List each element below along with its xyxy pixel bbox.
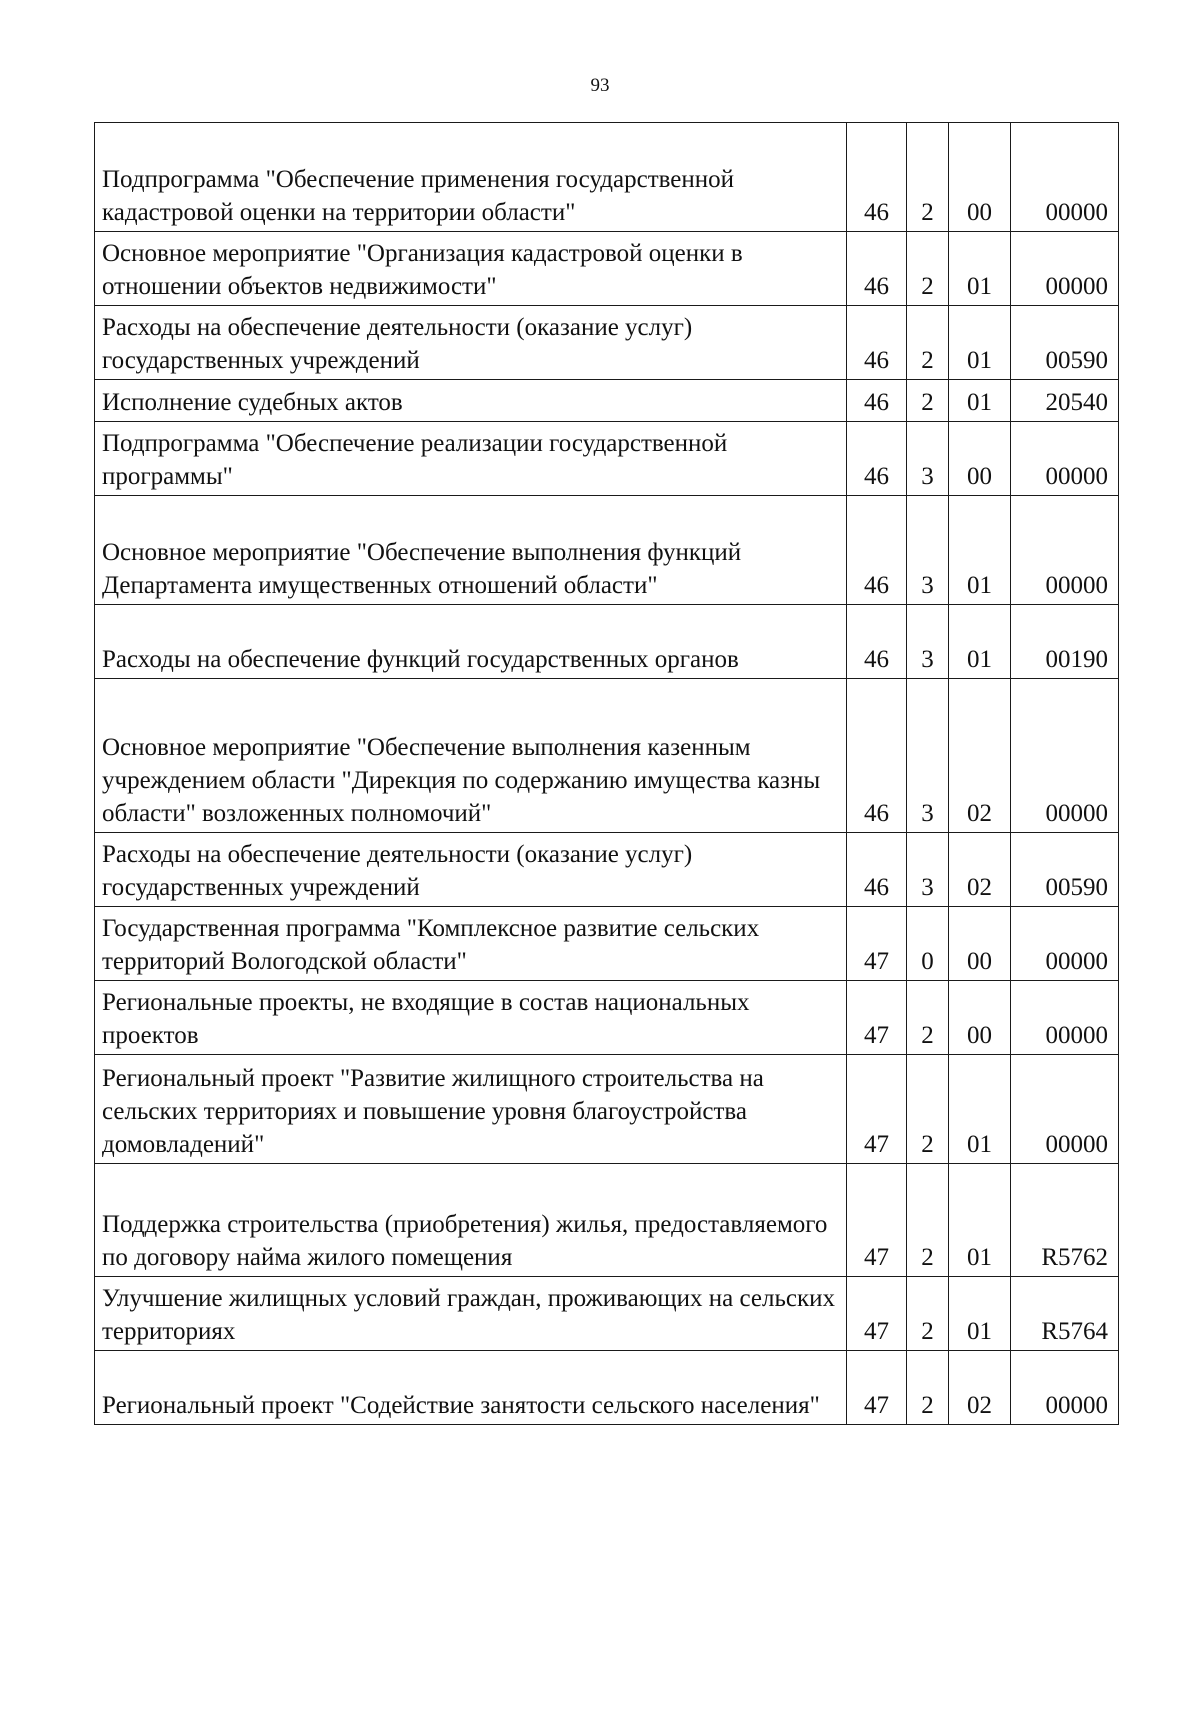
budget-classification-table bbox=[94, 122, 1119, 1425]
row-name: Основное мероприятие "Организация кадастровой оценки в отношении объектов недвижимости" bbox=[95, 232, 847, 306]
row-activity-code: 01 bbox=[949, 1277, 1011, 1351]
row-program-code: 46 bbox=[847, 422, 907, 496]
row-name: Расходы на обеспечение деятельности (оказание услуг) государственных учреждений bbox=[95, 833, 847, 907]
table-row bbox=[95, 605, 1119, 679]
row-name: Подпрограмма "Обеспечение реализации государственной программы" bbox=[95, 422, 847, 496]
row-activity-code: 00 bbox=[949, 123, 1011, 232]
row-activity-code: 01 bbox=[949, 306, 1011, 380]
table-row bbox=[95, 1351, 1119, 1425]
row-activity-code: 02 bbox=[949, 679, 1011, 833]
table-row bbox=[95, 1277, 1119, 1351]
table-row bbox=[95, 232, 1119, 306]
row-name: Региональный проект "Развитие жилищного строительства на сельских территориях и повышение уровня благоустройства домовладений" bbox=[95, 1055, 847, 1164]
row-subprogram-code: 2 bbox=[907, 1055, 949, 1164]
row-program-code: 47 bbox=[847, 1055, 907, 1164]
row-expense-code: 00000 bbox=[1011, 679, 1119, 833]
row-program-code: 46 bbox=[847, 232, 907, 306]
row-program-code: 47 bbox=[847, 1164, 907, 1277]
table-row bbox=[95, 981, 1119, 1055]
row-activity-code: 01 bbox=[949, 605, 1011, 679]
row-name: Основное мероприятие "Обеспечение выполнения казенным учреждением области "Дирекция по содержанию имущества казны области" возложенных полномочий" bbox=[95, 679, 847, 833]
row-subprogram-code: 3 bbox=[907, 833, 949, 907]
row-expense-code: 00000 bbox=[1011, 1351, 1119, 1425]
row-expense-code: R5762 bbox=[1011, 1164, 1119, 1277]
row-program-code: 46 bbox=[847, 380, 907, 422]
row-activity-code: 00 bbox=[949, 981, 1011, 1055]
row-expense-code: 00000 bbox=[1011, 422, 1119, 496]
row-expense-code: 00590 bbox=[1011, 833, 1119, 907]
row-name: Государственная программа "Комплексное развитие сельских территорий Вологодской области" bbox=[95, 907, 847, 981]
table-row bbox=[95, 422, 1119, 496]
row-expense-code: R5764 bbox=[1011, 1277, 1119, 1351]
row-program-code: 46 bbox=[847, 605, 907, 679]
table-row bbox=[95, 380, 1119, 422]
row-activity-code: 02 bbox=[949, 1351, 1011, 1425]
row-program-code: 47 bbox=[847, 907, 907, 981]
row-subprogram-code: 3 bbox=[907, 605, 949, 679]
row-expense-code: 00000 bbox=[1011, 496, 1119, 605]
row-expense-code: 00590 bbox=[1011, 306, 1119, 380]
row-name: Региональный проект "Содействие занятости сельского населения" bbox=[95, 1351, 847, 1425]
table-row bbox=[95, 833, 1119, 907]
table-row bbox=[95, 1055, 1119, 1164]
row-name: Подпрограмма "Обеспечение применения государственной кадастровой оценки на территории области" bbox=[95, 123, 847, 232]
row-program-code: 46 bbox=[847, 679, 907, 833]
row-subprogram-code: 2 bbox=[907, 306, 949, 380]
row-name: Региональные проекты, не входящие в состав национальных проектов bbox=[95, 981, 847, 1055]
row-name: Улучшение жилищных условий граждан, проживающих на сельских территориях bbox=[95, 1277, 847, 1351]
row-program-code: 47 bbox=[847, 1351, 907, 1425]
row-subprogram-code: 2 bbox=[907, 981, 949, 1055]
table-row bbox=[95, 496, 1119, 605]
row-program-code: 46 bbox=[847, 496, 907, 605]
row-subprogram-code: 2 bbox=[907, 232, 949, 306]
row-program-code: 47 bbox=[847, 1277, 907, 1351]
row-activity-code: 01 bbox=[949, 1055, 1011, 1164]
row-activity-code: 00 bbox=[949, 907, 1011, 981]
row-activity-code: 01 bbox=[949, 496, 1011, 605]
row-subprogram-code: 3 bbox=[907, 679, 949, 833]
row-name: Расходы на обеспечение деятельности (оказание услуг) государственных учреждений bbox=[95, 306, 847, 380]
row-program-code: 47 bbox=[847, 981, 907, 1055]
table-row bbox=[95, 1164, 1119, 1277]
row-activity-code: 00 bbox=[949, 422, 1011, 496]
table-row bbox=[95, 907, 1119, 981]
row-expense-code: 00000 bbox=[1011, 1055, 1119, 1164]
row-name: Поддержка строительства (приобретения) жилья, предоставляемого по договору найма жилого помещения bbox=[95, 1164, 847, 1277]
page-number: 93 bbox=[590, 75, 610, 96]
row-name: Расходы на обеспечение функций государственных органов bbox=[95, 605, 847, 679]
row-name: Основное мероприятие "Обеспечение выполнения функций Департамента имущественных отношений области" bbox=[95, 496, 847, 605]
row-subprogram-code: 2 bbox=[907, 380, 949, 422]
row-activity-code: 02 bbox=[949, 833, 1011, 907]
row-expense-code: 00000 bbox=[1011, 232, 1119, 306]
table-row bbox=[95, 679, 1119, 833]
row-activity-code: 01 bbox=[949, 380, 1011, 422]
table-row bbox=[95, 306, 1119, 380]
row-subprogram-code: 3 bbox=[907, 496, 949, 605]
row-expense-code: 00000 bbox=[1011, 123, 1119, 232]
row-subprogram-code: 3 bbox=[907, 422, 949, 496]
row-expense-code: 20540 bbox=[1011, 380, 1119, 422]
table-row bbox=[95, 123, 1119, 232]
row-expense-code: 00000 bbox=[1011, 981, 1119, 1055]
row-subprogram-code: 2 bbox=[907, 123, 949, 232]
row-subprogram-code: 2 bbox=[907, 1164, 949, 1277]
row-program-code: 46 bbox=[847, 123, 907, 232]
row-program-code: 46 bbox=[847, 833, 907, 907]
row-activity-code: 01 bbox=[949, 232, 1011, 306]
row-program-code: 46 bbox=[847, 306, 907, 380]
row-expense-code: 00000 bbox=[1011, 907, 1119, 981]
row-subprogram-code: 2 bbox=[907, 1277, 949, 1351]
row-subprogram-code: 0 bbox=[907, 907, 949, 981]
row-subprogram-code: 2 bbox=[907, 1351, 949, 1425]
row-name: Исполнение судебных актов bbox=[95, 380, 847, 422]
row-activity-code: 01 bbox=[949, 1164, 1011, 1277]
row-expense-code: 00190 bbox=[1011, 605, 1119, 679]
